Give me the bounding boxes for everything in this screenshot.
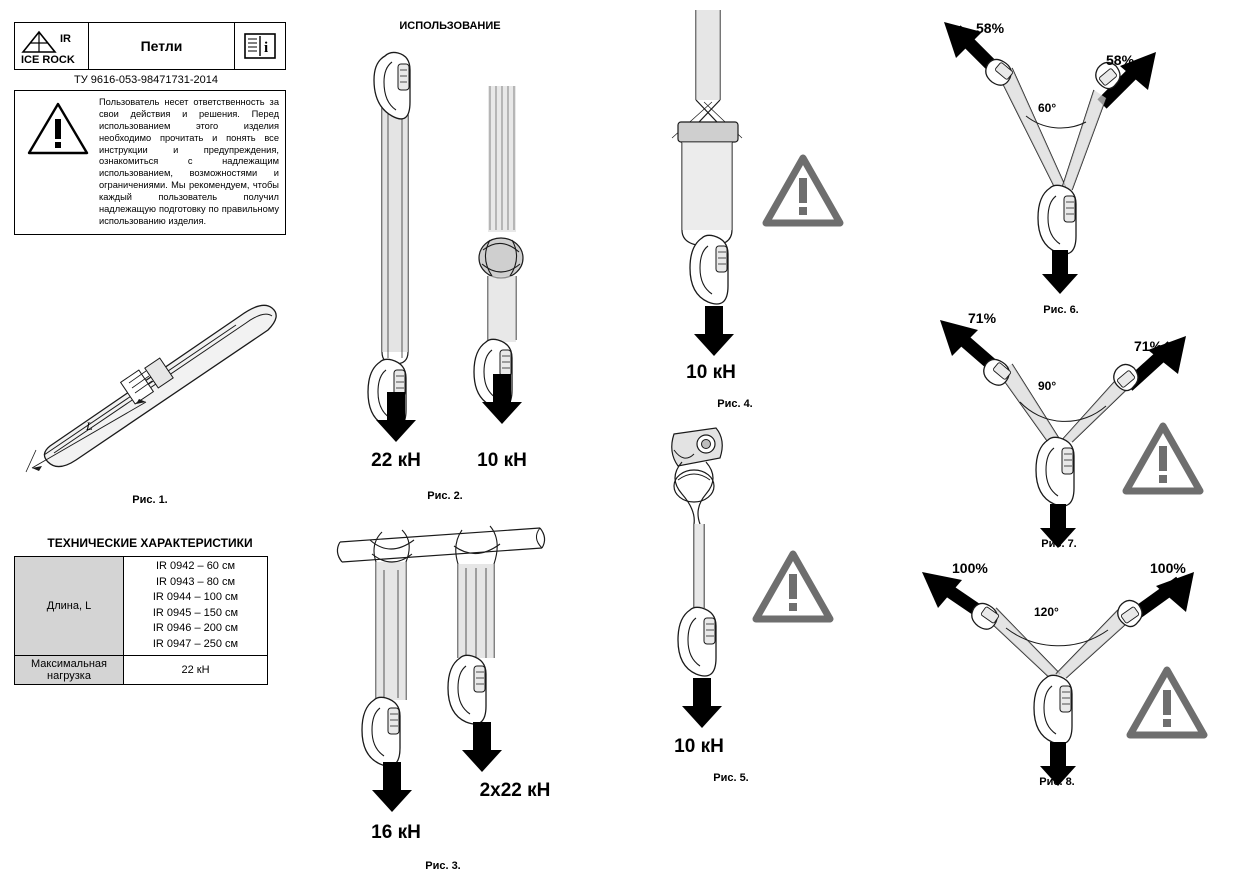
svg-text:i: i [264, 40, 269, 56]
load-arrow-right [480, 374, 524, 426]
figure-5-caption: Рис. 5. [713, 772, 749, 784]
figure-4-load: 10 кН [686, 362, 736, 383]
basket-sling [454, 526, 500, 658]
load-arrow-fig5 [680, 678, 724, 730]
figure-8-caption: Рис. 8. [1039, 776, 1075, 788]
svg-text:ICE ROCK: ICE ROCK [20, 54, 75, 66]
document-title [89, 23, 235, 69]
figure-5-load: 10 кН [674, 736, 724, 757]
figure-7 [920, 310, 1210, 560]
carabiner-fig5 [678, 607, 716, 676]
load-arrow-fig4 [692, 306, 736, 358]
warning-triangle-icon [21, 97, 95, 228]
usage-section-title: ИСПОЛЬЗОВАНИЕ [399, 20, 501, 32]
manual-icon [235, 23, 285, 69]
spec-value: IR 0943 – 80 см [155, 575, 236, 588]
header-box [14, 22, 286, 70]
anchor-hanger [672, 428, 723, 466]
tu-code: ТУ 9616-053-98471731-2014 [74, 74, 218, 86]
warning-box [14, 90, 286, 235]
carabiner-top [374, 52, 410, 119]
figure-8-angle-label: 120° [1034, 605, 1059, 619]
sling-knotted [479, 86, 523, 342]
figure-7-pct-left: 71% [968, 310, 997, 326]
table-row [15, 655, 268, 684]
spec-title: ТЕХНИЧЕСКИЕ ХАРАКТЕРИСТИКИ [47, 536, 253, 550]
figure-8-pct-right: 100% [1150, 560, 1186, 576]
figure-2-drawing [330, 40, 570, 440]
ice-rock-logo-icon [19, 26, 85, 66]
spec-value: IR 0947 – 250 см [152, 638, 239, 651]
figure-2-load-left: 22 кН [371, 450, 421, 471]
figure-8 [900, 560, 1210, 800]
load-arrow-fig6 [1040, 250, 1080, 296]
spec-table [14, 556, 268, 685]
spec-value: IR 0944 – 100 см [152, 591, 239, 604]
carabiner-fig4 [690, 235, 728, 304]
brand-logo [15, 23, 89, 69]
master-carabiner-fig7 [1036, 437, 1074, 506]
figure-3 [330, 510, 570, 872]
figure-1-caption: Рис. 1. [132, 494, 168, 506]
load-arrow-left [374, 392, 418, 444]
figure-1-drawing [10, 250, 290, 490]
warning-triangle-glyph [26, 101, 90, 157]
girth-hitch-sling [370, 530, 414, 700]
overhand-knot [479, 238, 523, 278]
figure-8-pct-left: 100% [952, 560, 988, 576]
svg-text:IR: IR [59, 33, 71, 45]
master-carabiner-fig6 [1038, 185, 1076, 254]
spec-row-values [124, 557, 268, 656]
spec-value: IR 0946 – 200 см [152, 622, 239, 635]
load-arrow-right-fig3 [460, 722, 504, 774]
figure-6-angle-label: 60° [1038, 101, 1057, 115]
warning-triangle-icon [760, 152, 846, 230]
sling-loop-knot [674, 462, 714, 608]
spec-row-label: Максимальная нагрузка [15, 655, 124, 684]
figure-6-pct-right: 58% [1106, 52, 1135, 68]
spec-row-values: 22 кН [124, 655, 268, 684]
figure-7-angle-label: 90° [1038, 379, 1057, 393]
figure-6-pct-left: 58% [976, 20, 1005, 36]
figure-7-caption: Рис. 7. [1041, 538, 1077, 550]
figure-3-caption: Рис. 3. [425, 860, 461, 872]
figure-4 [620, 10, 860, 410]
figure-2 [330, 40, 570, 502]
figure-7-pct-right: 71% [1134, 338, 1163, 354]
anchor-bar [337, 528, 544, 562]
figure-2-caption: Рис. 2. [427, 490, 463, 502]
figure-3-load-right: 2x22 кН [479, 780, 551, 801]
figure-5 [620, 420, 860, 784]
warning-triangle-icon [1124, 664, 1210, 742]
figure-2-load-right: 10 кН [477, 450, 527, 471]
master-carabiner-fig8 [1034, 675, 1072, 744]
table-row [15, 557, 268, 656]
open-book-icon [243, 31, 277, 61]
carabiner-left-fig3 [362, 697, 400, 766]
load-arrow-left-fig3 [370, 762, 414, 814]
figure-3-load-left: 16 кН [371, 822, 421, 843]
warning-triangle-icon [1120, 420, 1206, 498]
spec-value: IR 0945 – 150 см [152, 606, 239, 619]
figure-1-dimension-label: L [86, 419, 93, 433]
figure-6-caption: Рис. 6. [1043, 304, 1079, 316]
figure-6 [920, 20, 1210, 320]
carabiner-right-fig3 [448, 655, 486, 724]
figure-4-caption: Рис. 4. [717, 398, 753, 410]
figure-3-drawing [330, 510, 570, 810]
warning-text: Пользователь несет ответственность за свои действия и решения. Перед использованием этого изделия необходимо прочитать и понять все инструкции и предупреждения, ознакомиться с надлежащим использованием, возможностями и ограничениями. Мы рекомендуем, чтобы каждый пользователь получил надлежащую подготовку по правильному использованию изделия. [99, 97, 279, 226]
document-title-text: Петли [140, 38, 183, 54]
figure-1 [10, 250, 290, 506]
warning-triangle-icon [750, 548, 836, 626]
spec-row-label: Длина, L [15, 557, 124, 656]
spec-value: IR 0942 – 60 см [155, 560, 236, 572]
